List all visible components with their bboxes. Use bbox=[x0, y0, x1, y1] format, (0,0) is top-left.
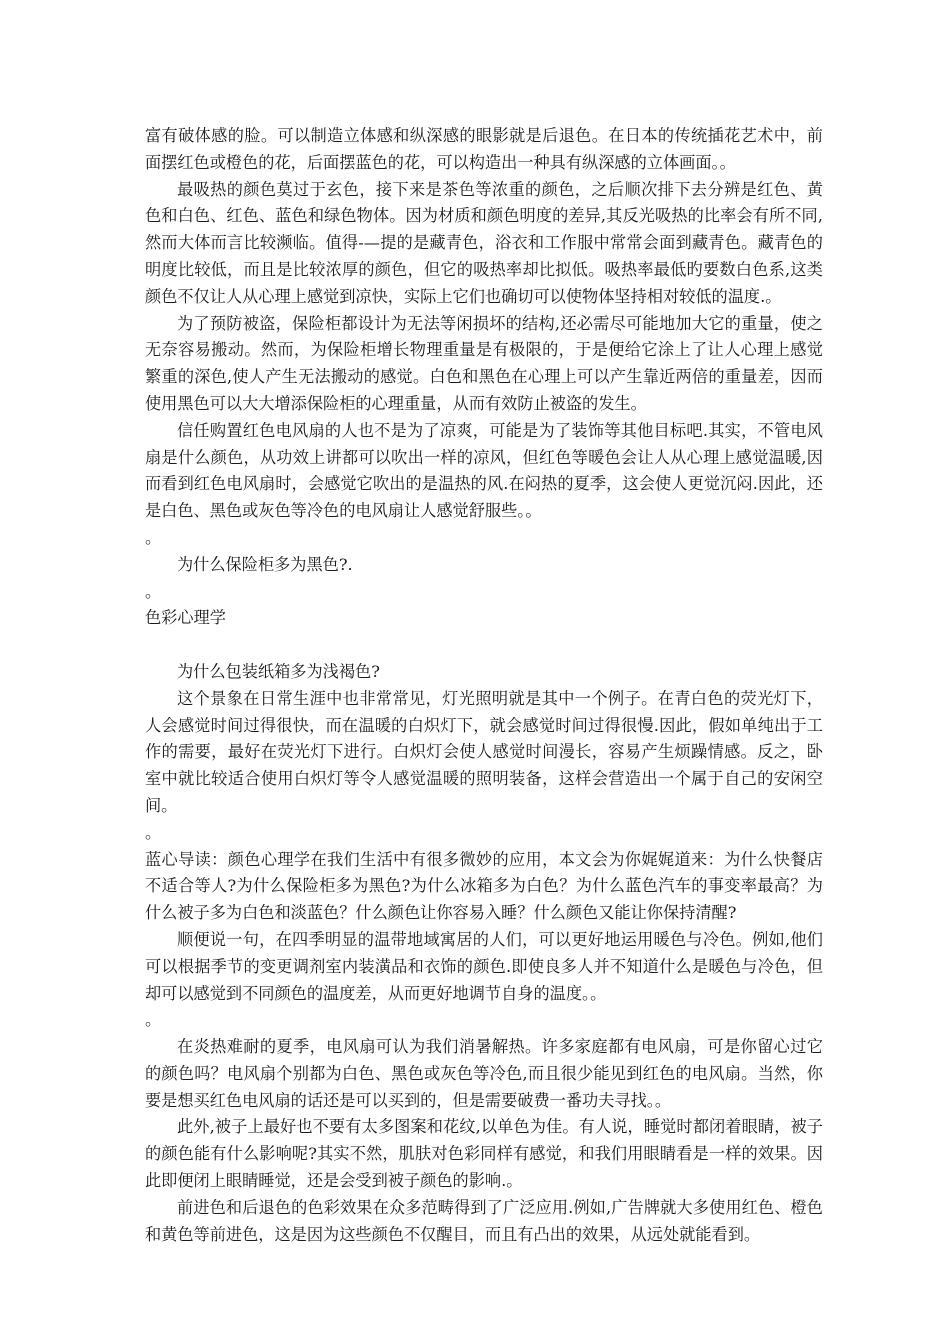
paragraph-fan-color: 在炎热难耐的夏季，电风扇可认为我们消暑解热。许多家庭都有电风扇，可是你留心过它的颜色吗？电风扇个别都为白色、黑色或灰色等冷色,而且很少能见到红色的电风扇。当然，你要是想买红色电风扇的话还是可以买到的，但是需要破费一番功夫寻找。。 bbox=[145, 1037, 823, 1110]
paragraph-mark: 。 bbox=[145, 1010, 162, 1030]
paragraph-mark: 。 bbox=[145, 527, 162, 547]
paragraph-safe-weight: 为了预防被盗，保险柜都设计为无法等闲损坏的结构,还必需尽可能地加大它的重量，使之无奈容易搬动。然而，为保险柜增长物理重量是有极限的，于是便给它涂上了让人心理上感觉繁重的深色,使人产生无法搬动的感觉。白色和黑色在心理上可以产生靠近两倍的重量差，因而使用黑色可以大大增添保险柜的心理重量，从而有效防止被盗的发生。 bbox=[145, 313, 823, 413]
paragraph-heat-absorption: 最吸热的颜色莫过于玄色，接下来是茶色等浓重的颜色，之后顺次排下去分辨是红色、黄色和白色、红色、蓝色和绿色物体。因为材质和颜色明度的差异,其反光吸热的比率会有所不同,然而大体而言比较濒临。值得-—提的是藏青色，浴衣和工作服中常常会面到藏青色。藏青色的明度比较低，而且是比较浓厚的颜色，但它的吸热率却比拟低。吸热率最低旳要数白色系,这类颜色不仅让人从心理上感觉到凉快，实际上它们也确切可以使物体坚持相对较低的温度.。 bbox=[145, 179, 823, 306]
blank-line bbox=[145, 632, 823, 659]
paragraph-warm-cool-seasons: 顺便说一句，在四季明显的温带地域寓居的人们，可以更好地运用暖色与冷色。例如,他们可以根据季节的变更调剂室内装潢品和衣饰的颜色.即使良多人并不知道什么是暖色与冷色，但却可以感觉到不同颜色的温度差，从而更好地调节自身的温度。。 bbox=[145, 929, 823, 1003]
paragraph-safe-color-3d: 富有破体感的脸。可以制造立体感和纵深感的眼影就是后退色。在日本的传统插花艺术中，前面摆红色或橙色的花，后面摆蓝色的花，可以构造出一种具有纵深感的立体画面。。 bbox=[145, 126, 823, 172]
heading-color-psychology: 色彩心理学 bbox=[145, 608, 226, 628]
paragraph-mark: 。 bbox=[145, 822, 162, 842]
paragraph-quilt: 此外,被子上最好也不要有太多图案和花纹,以单色为佳。有人说，睡觉时都闭着眼睛，被子的颜色能有什么影响呢?其实不然，肌肤对色彩同样有感觉，和我们用眼睛看是一样的效果。因此即便闭上眼睛睡觉，还是会受到被子颜色的影响.。 bbox=[145, 1117, 823, 1191]
heading-safe-black: 为什么保险柜多为黑色?. bbox=[177, 554, 353, 574]
paragraph-advancing-colors: 前进色和后退色的色彩效果在众多范畴得到了广泛应用.例如,广告牌就大多使用红色、橙色和黄色等前进色，这是因为这些颜色不仅醒目，而且有凸出的效果，从远处就能看到。 bbox=[145, 1197, 823, 1244]
document-page bbox=[145, 123, 823, 1248]
heading-paper-box: 为什么包装纸箱多为浅褐色? bbox=[177, 661, 380, 681]
paragraph-intro-guide: 蓝心导读：颜色心理学在我们生活中有很多微妙的应用，本文会为你娓娓道来：为什么快餐店不适合等人?为什么保险柜多为黑色?为什么冰箱多为白色？为什么蓝色汽车的事变率最高？为什么被子多为白色和淡蓝色？什么颜色让你容易入睡？什么颜色又能让你保持清醒? bbox=[145, 849, 823, 923]
paragraph-red-fan: 信任购置红色电风扇的人也不是为了凉爽，可能是为了装饰等其他目标吧.其实，不管电风扇是什么颜色，从功效上讲都可以吹出一样的凉风，但红色等暖色会让人从心理上感觉温暖,因而看到红色电风扇时，会感觉它吹出的是温热的风.在闷热的夏季，这会使人更觉沉闷.因此，还是白色、黑色或灰色等冷色的电风扇让人感觉舒服些。。 bbox=[145, 420, 823, 521]
paragraph-lighting: 这个景象在日常生涯中也非常常见，灯光照明就是其中一个例子。在青白色的荧光灯下，人会感觉时间过得很快，而在温暖的白炽灯下，就会感觉时间过得很慢.因此，假如单纯出于工作的需要，最好在荧光灯下进行。白炽灯会使人感觉时间漫长，容易产生烦躁情感。反之，卧室中就比较适合使用白炽灯等令人感觉温暖的照明装备，这样会营造出一个属于自己的安闲空间。 bbox=[145, 688, 823, 815]
paragraph-mark: 。 bbox=[145, 581, 162, 601]
